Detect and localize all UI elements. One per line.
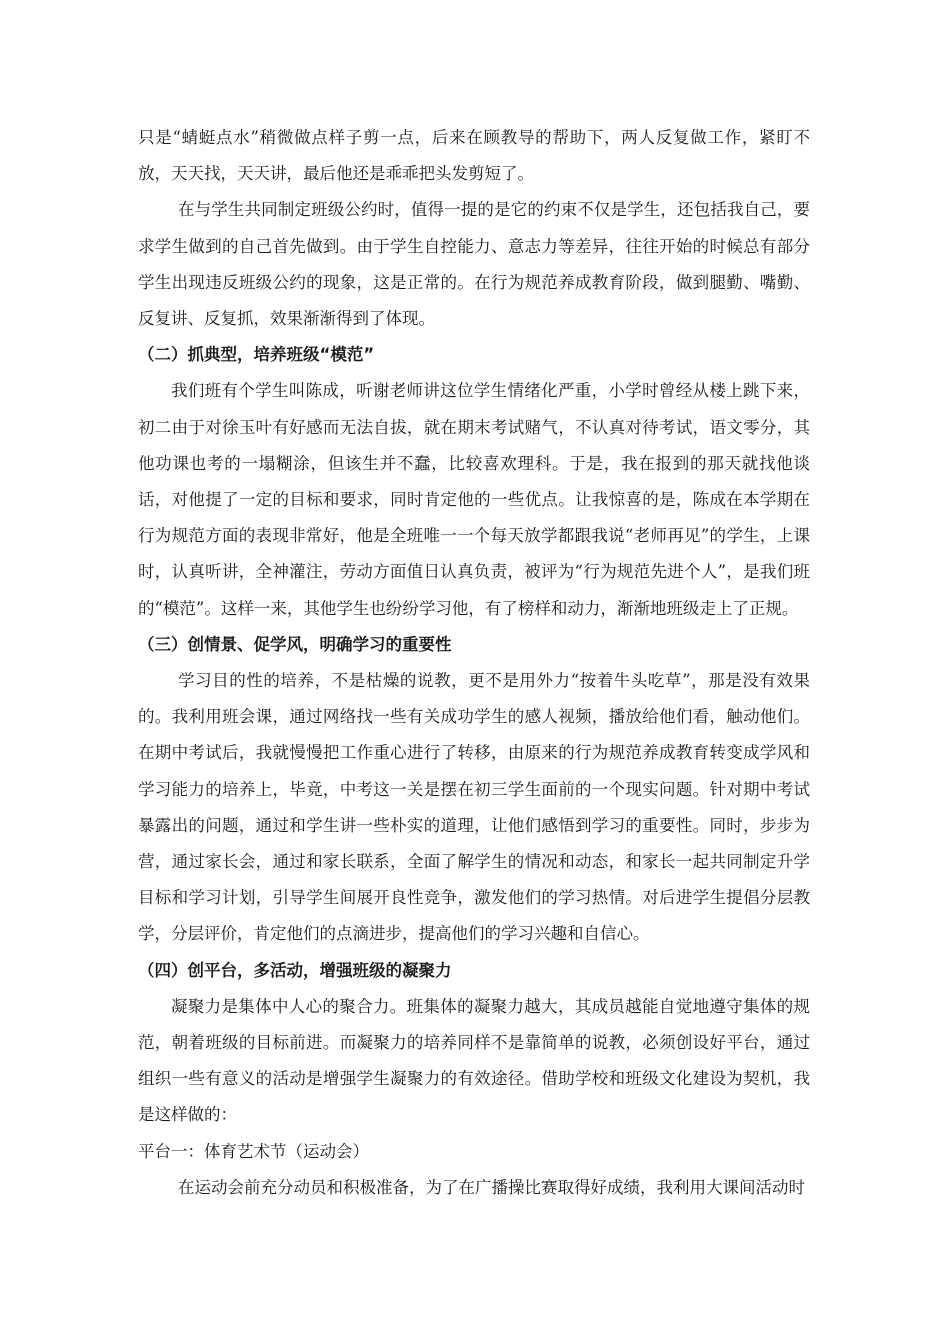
section-heading-4: （四）创平台，多活动，增强班级的凝聚力 bbox=[138, 960, 452, 980]
paragraph-model-student: 我们班有个学生叫陈成，听谢老师讲这位学生情绪化严重，小学时曾经从楼上跳下来，初二由于对徐玉叶有好感而无法自拔，就在期末考试赌气，不认真对待考试，语文零分，其他功课也考的一塌糊涂，但该生并不蠢，比较喜欢理科。于是，我在报到的那天就找他谈话，对他提了一定的目标和要求，同时肯定他的一些优点。让我惊喜的是，陈成在本学期在行为规范方面的表现非常好，他是全班唯一一个每天放学都跟我说“老师再见”的学生，上课时，认真听讲，全神灌注，劳动方面值日认真负责，被评为“行为规范先进个人”，是我们班的“模范”。这样一来，其他学生也纷纷学习他，有了榜样和动力，渐渐地班级走上了正规。 bbox=[138, 381, 810, 618]
paragraph-cohesion: 凝聚力是集体中人心的聚合力。班集体的凝聚力越大，其成员越能自觉地遵守集体的规范，朝着班级的目标前进。而凝聚力的培养同样不是靠简单的说教，必须创设好平台，通过组织一些有意义的活动是增强学生凝聚力的有效途径。借助学校和班级文化建设为契机，我是这样做的： bbox=[138, 996, 810, 1125]
document-page bbox=[138, 120, 810, 1206]
paragraph-sports-meet: 在运动会前充分动员和积极准备，为了在广播操比赛取得好成绩，我利用大课间活动时 bbox=[178, 1177, 805, 1197]
paragraph-study-motivation: 学习目的性的培养，不是枯燥的说教，更不是用外力“按着牛头吃草”，那是没有效果的。我利用班会课，通过网络找一些有关成功学生的感人视频，播放给他们看，触动他们。在期中考试后，我就慢慢把工作重心进行了转移，由原来的行为规范养成教育转变成学风和学习能力的培养上，毕竟，中考这一关是摆在初三学生面前的一个现实问题。针对期中考试暴露出的问题，通过和学生讲一些朴实的道理，让他们感悟到学习的重要性。同时，步步为营，通过家长会，通过和家长联系，全面了解学生的情况和动态，和家长一起共同制定升学目标和学习计划，引导学生间展开良性竞争，激发他们的学习热情。对后进学生提倡分层教学，分层评价，肯定他们的点滴进步，提高他们的学习兴趣和自信心。 bbox=[138, 671, 810, 944]
paragraph-haircut-conclusion: 只是“蜻蜓点水”稍微做点样子剪一点，后来在顾教导的帮助下，两人反复做工作，紧盯不放，天天找，天天讲，最后他还是乖乖把头发剪短了。 bbox=[138, 128, 810, 184]
section-heading-2: （二）抓典型，培养班级“模范” bbox=[138, 345, 375, 365]
section-heading-3: （三）创情景、促学风，明确学习的重要性 bbox=[138, 634, 452, 654]
platform-one-label: 平台一：体育艺术节（运动会） bbox=[138, 1141, 369, 1161]
paragraph-class-convention: 在与学生共同制定班级公约时，值得一提的是它的约束不仅是学生，还包括我自己，要求学生做到的自己首先做到。由于学生自控能力、意志力等差异，往往开始的时候总有部分学生出现违反班级公约的现象，这是正常的。在行为规范养成教育阶段，做到腿勤、嘴勤、反复讲、反复抓，效果渐渐得到了体现。 bbox=[138, 200, 810, 329]
